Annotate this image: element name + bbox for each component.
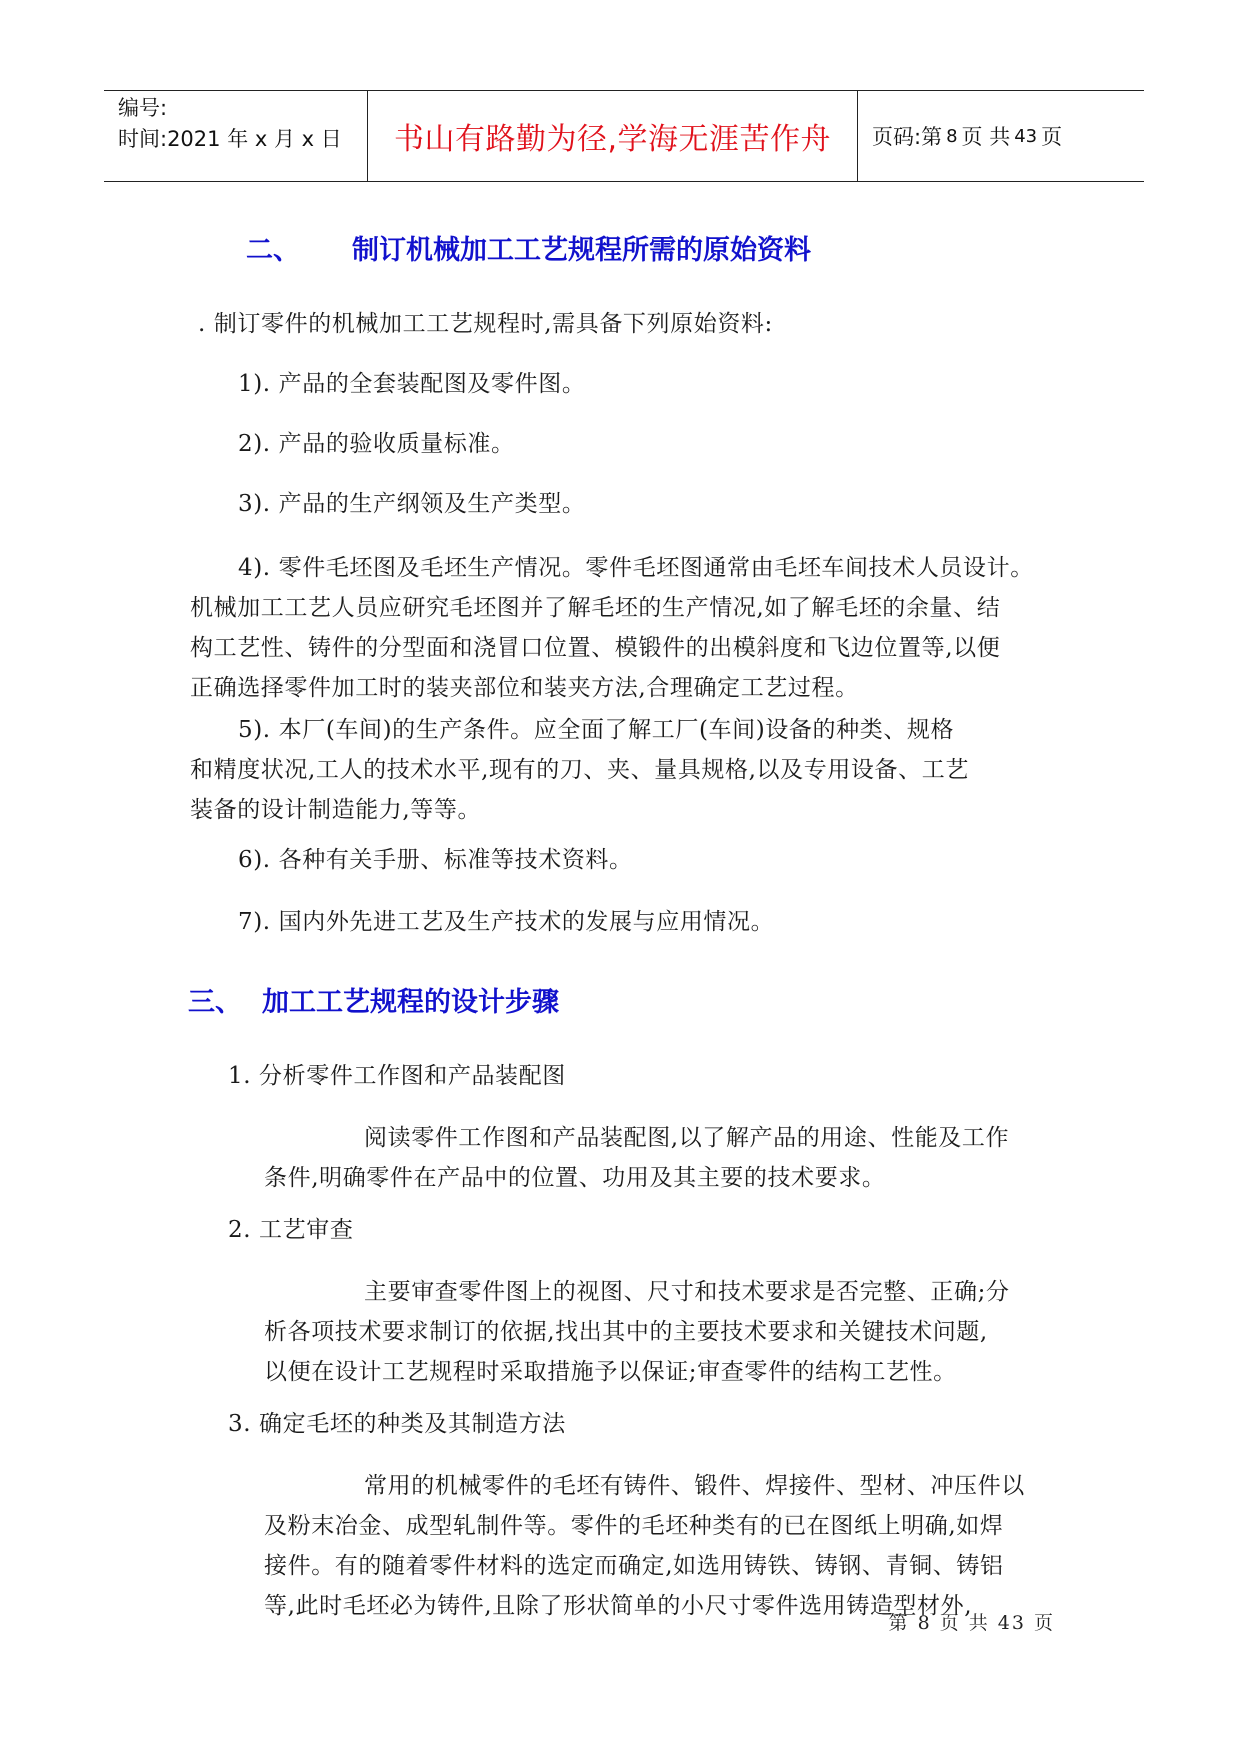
page-footer: 第 8 页 共 43 页	[888, 1612, 1055, 1634]
page-header	[104, 90, 1144, 182]
section2-item-6: 6). 各种有关手册、标准等技术资料。	[238, 847, 633, 873]
item4-line-2: 机械加工工艺人员应研究毛坯图并了解毛坯的生产情况,如了解毛坯的余量、结	[190, 595, 1001, 621]
section2-item-3: 3). 产品的生产纲领及生产类型。	[238, 491, 586, 517]
section3-title: 加工工艺规程的设计步骤	[262, 987, 559, 1018]
step3-line-3: 接件。有的随着零件材料的选定而确定,如选用铸铁、铸钢、青铜、铸铝	[264, 1553, 1004, 1579]
header-meta	[104, 91, 368, 181]
step1-line-1: 阅读零件工作图和产品装配图,以了解产品的用途、性能及工作	[364, 1125, 1010, 1151]
section3-number: 三、	[188, 987, 242, 1018]
section2-item-1: 1). 产品的全套装配图及零件图。	[238, 371, 586, 397]
step3-line-4: 等,此时毛坯必为铸件,且除了形状简单的小尺寸零件选用铸造型材外,	[264, 1593, 973, 1619]
step2-line-3: 以便在设计工艺规程时采取措施予以保证;审查零件的结构工艺性。	[264, 1359, 957, 1385]
step3-line-2: 及粉末冶金、成型轧制件等。零件的毛坯种类有的已在图纸上明确,如焊	[264, 1513, 1004, 1539]
page-mid: 页 共	[961, 125, 1011, 149]
step1-title: 1. 分析零件工作图和产品装配图	[228, 1063, 566, 1089]
page-suffix: 页	[1041, 125, 1063, 149]
section2-item-2: 2). 产品的验收质量标准。	[238, 431, 515, 457]
item4-line-3: 构工艺性、铸件的分型面和浇冒口位置、模锻件的出模斜度和飞边位置等,以便	[190, 635, 1001, 661]
section2-intro: . 制订零件的机械加工工艺规程时,需具备下列原始资料:	[198, 311, 773, 337]
section2-number: 二、	[246, 235, 300, 266]
header-page-info	[858, 91, 1144, 181]
step3-line-1: 常用的机械零件的毛坯有铸件、锻件、焊接件、型材、冲压件以	[364, 1473, 1025, 1499]
item4-line-4: 正确选择零件加工时的装夹部位和装夹方法,合理确定工艺过程。	[190, 675, 859, 701]
step2-line-2: 析各项技术要求制订的依据,找出其中的主要技术要求和关键技术问题,	[264, 1319, 988, 1345]
page-number: 8	[946, 125, 958, 147]
step2-title: 2. 工艺审查	[228, 1217, 354, 1243]
step1-body	[264, 1118, 1060, 1198]
step3-title: 3. 确定毛坯的种类及其制造方法	[228, 1411, 566, 1437]
section2-item-7: 7). 国内外先进工艺及生产技术的发展与应用情况。	[238, 909, 775, 935]
step1-line-2: 条件,明确零件在产品中的位置、功用及其主要的技术要求。	[264, 1165, 886, 1191]
page-prefix: 页码:第	[872, 125, 943, 149]
step2-line-1: 主要审查零件图上的视图、尺寸和技术要求是否完整、正确;分	[364, 1279, 1010, 1305]
step3-body	[264, 1466, 1064, 1626]
section3-heading	[188, 980, 559, 1019]
header-motto: 书山有路勤为径,学海无涯苦作舟	[368, 91, 858, 181]
section2-heading	[246, 228, 811, 267]
doc-time-label: 时间:2021 年 x 月 x 日	[118, 127, 342, 151]
section2-title: 制订机械加工工艺规程所需的原始资料	[352, 235, 811, 266]
item4-line-1: 4). 零件毛坯图及毛坯生产情况。零件毛坯图通常由毛坯车间技术人员设计。	[238, 555, 1034, 581]
section2-item-4	[190, 548, 1060, 708]
step2-body	[264, 1272, 1064, 1392]
doc-number-label: 编号:	[118, 96, 168, 120]
item5-line-3: 装备的设计制造能力,等等。	[190, 797, 482, 823]
item5-line-2: 和精度状况,工人的技术水平,现有的刀、夹、量具规格,以及专用设备、工艺	[190, 757, 969, 783]
page-total: 43	[1014, 125, 1038, 147]
section2-item-5	[190, 710, 1060, 830]
item5-line-1: 5). 本厂(车间)的生产条件。应全面了解工厂(车间)设备的种类、规格	[238, 717, 955, 743]
